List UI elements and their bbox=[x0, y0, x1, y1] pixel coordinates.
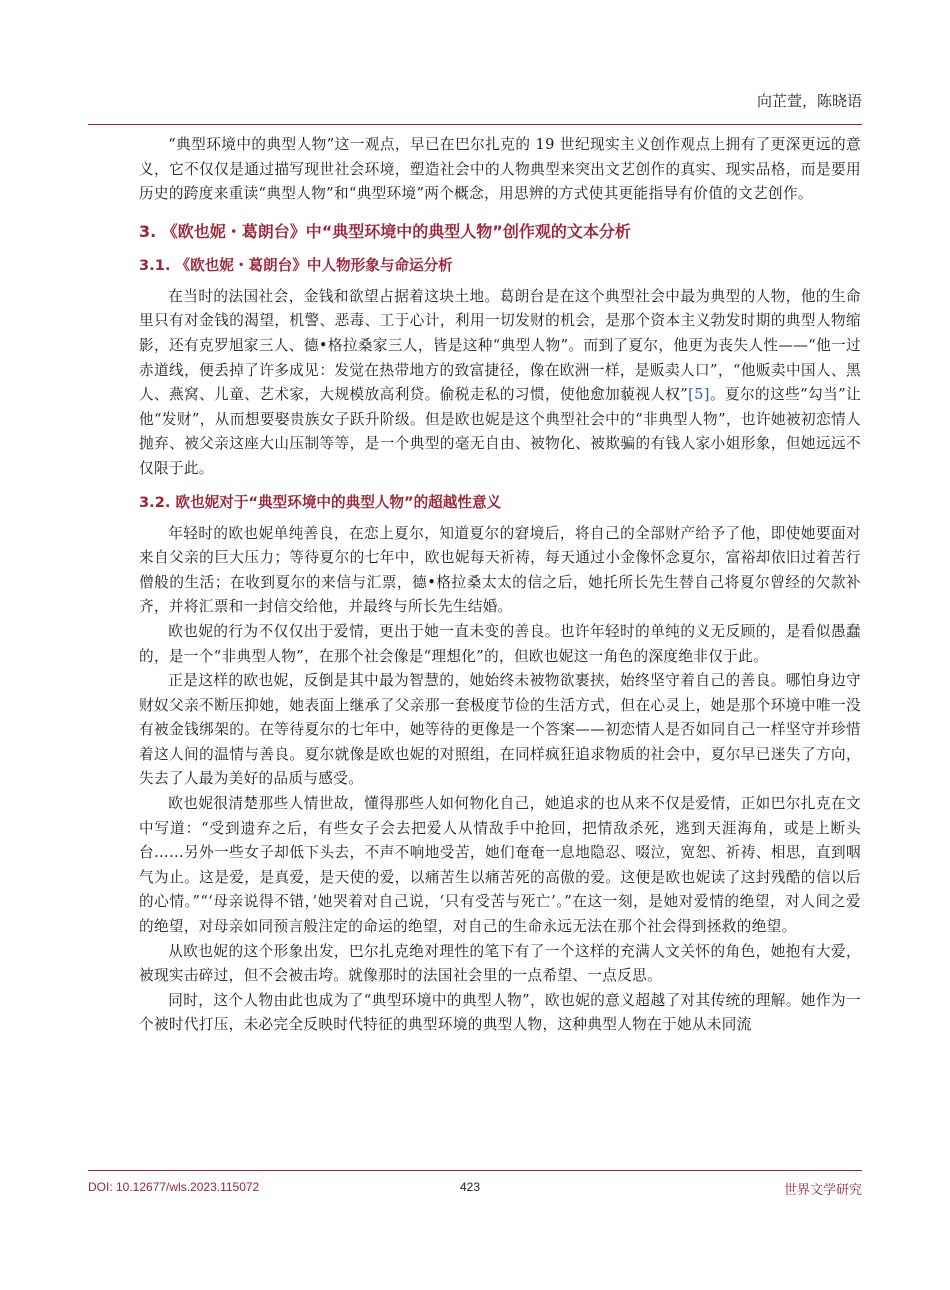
section-heading-3: 3. 《欧也妮・葛朗台》中“典型环境中的典型人物”创作观的文本分析 bbox=[139, 221, 631, 241]
paragraph-kindness: 欧也妮的行为不仅仅出于爱情，更出于她一直未变的善良。也许年轻时的单纯的义无反顾的，是看似愚蠢的，是一个“非典型人物”，在那个社会像是“理想化”的，但欧也妮这一角色的深度绝非仅于此。 bbox=[139, 622, 861, 665]
paragraph-text-part-a: 在当时的法国社会，金钱和欲望占据着这块土地。葛朗台是在这个典型社会中最为典型的人物，他的生命里只有对金钱的渴望，机警、恶毒、工于心计，利用一切发财的机会，是那个资本主义勃发时期的典型人物缩影，还有克罗旭家三人、德•格拉桑家三人，皆是这种“典型人物”。而到了夏尔，他更为丧失人性——“他一过赤道线，便丢掉了许多成见：发觉在热带地方的致富捷径，像在欧洲一样，是贩卖人口”，“他贩卖中国人、黑人、燕窝、儿童、艺术家，大规模放高利贷。偷税走私的习惯，使他愈加藐视人权” bbox=[139, 287, 861, 404]
header-rule bbox=[88, 124, 862, 125]
subsection-heading-3-1: 3.1. 《欧也妮・葛朗台》中人物形象与命运分析 bbox=[139, 256, 453, 274]
subsection-heading-3-2: 3.2. 欧也妮对于“典型环境中的典型人物”的超越性意义 bbox=[139, 493, 502, 511]
article-body bbox=[139, 133, 861, 1038]
paragraph-humanism: 从欧也妮的这个形象出发，巴尔扎克绝对理性的笔下有了一个这样的充满人文关怀的角色，她抱有大爱，被现实击碎过，但不会被击垮。就像那时的法国社会里的一点希望、一点反思。 bbox=[139, 942, 861, 985]
paragraph-typical-character: 同时，这个人物由此也成为了“典型环境中的典型人物”，欧也妮的意义超越了对其传统的理解。她作为一个被时代打压，未必完全反映时代特征的典型环境的典型人物，这种典型人物在于她从未同流 bbox=[139, 991, 861, 1034]
footer-doi[interactable]: DOI: 10.12677/wls.2023.115072 bbox=[88, 1180, 260, 1194]
paragraph-quote: 欧也妮很清楚那些人情世故，懂得那些人如何物化自己，她追求的也从来不仅是爱情，正如巴尔扎克在文中写道：“受到遗弃之后，有些女子会去把爱人从情敌手中抢回，把情敌杀死，逃到天涯海角，或是上断头台……另外一些女子却低下头去，不声不响地受苦，她们奄奄一息地隐忍、啜泣，宽恕、祈祷、相思，直到咽气为止。这是爱，是真爱，是天使的爱，以痛苦生以痛苦死的高傲的爱。这便是欧也妮读了这封残酷的信以后的心情。”“‘母亲说得不错，’她哭着对自己说，‘只有受苦与死亡’。”在这一刻，是她对爱情的绝望，对人间之爱的绝望，对母亲如同预言般注定的命运的绝望，对自己的生命永远无法在那个社会得到拯救的绝望。 bbox=[139, 795, 861, 936]
footer-rule bbox=[88, 1170, 862, 1171]
footer-journal-name: 世界文学研究 bbox=[783, 1183, 862, 1198]
paragraph-intro: “典型环境中的典型人物”这一观点，早已在巴尔扎克的 19 世纪现实主义创作观点上拥有了更深更远的意义，它不仅仅是通过描写现世社会环境，塑造社会中的人物典型来突出文艺创作的真实、现实品格，而是要用历史的跨度来重读“典型人物”和“典型环境”两个概念，用思辨的方式使其更能指导有价值的文艺创作。 bbox=[139, 136, 861, 203]
footer-page-number: 423 bbox=[460, 1180, 481, 1194]
citation-link[interactable]: [5] bbox=[688, 386, 710, 404]
paragraph-character-analysis bbox=[139, 285, 861, 482]
paragraph-young-eugenie: 年轻时的欧也妮单纯善良，在恋上夏尔，知道夏尔的窘境后，将自己的全部财产给予了他，即使她要面对来自父亲的巨大压力；等待夏尔的七年中，欧也妮每天祈祷，每天通过小金像怀念夏尔，富裕却依旧过着苦行僧般的生活；在收到夏尔的来信与汇票，德•格拉桑太太的信之后，她托所长先生替自己将夏尔曾经的欠款补齐，并将汇票和一封信交给他，并最终与所长先生结婚。 bbox=[139, 524, 861, 616]
header-authors: 向芷萱，陈晓语 bbox=[756, 92, 862, 110]
paragraph-wisdom: 正是这样的欧也妮，反倒是其中最为智慧的，她始终未被物欲裹挟，始终坚守着自己的善良。哪怕身边守财奴父亲不断压抑她，她表面上继承了父亲那一套极度节俭的生活方式，但在心灵上，她是那个环境中唯一没有被金钱绑架的。在等待夏尔的七年中，她等待的更像是一个答案——初恋情人是否如同自己一样坚守并珍惜着这人间的温情与善良。夏尔就像是欧也妮的对照组，在同样疯狂追求物质的社会中，夏尔早已迷失了方向，失去了人最为美好的品质与感受。 bbox=[139, 672, 861, 788]
paragraph-text-part-b: 。夏尔的这些“勾当”让他“发财”，从而想要娶贵族女子跃升阶级。但是欧也妮是这个典型社会中的“非典型人物”，也许她被初恋情人抛弃、被父亲这座大山压制等等，是一个典型的毫无自由、被物化、被欺骗的有钱人家小姐形象，但她远远不仅限于此。 bbox=[139, 386, 861, 477]
